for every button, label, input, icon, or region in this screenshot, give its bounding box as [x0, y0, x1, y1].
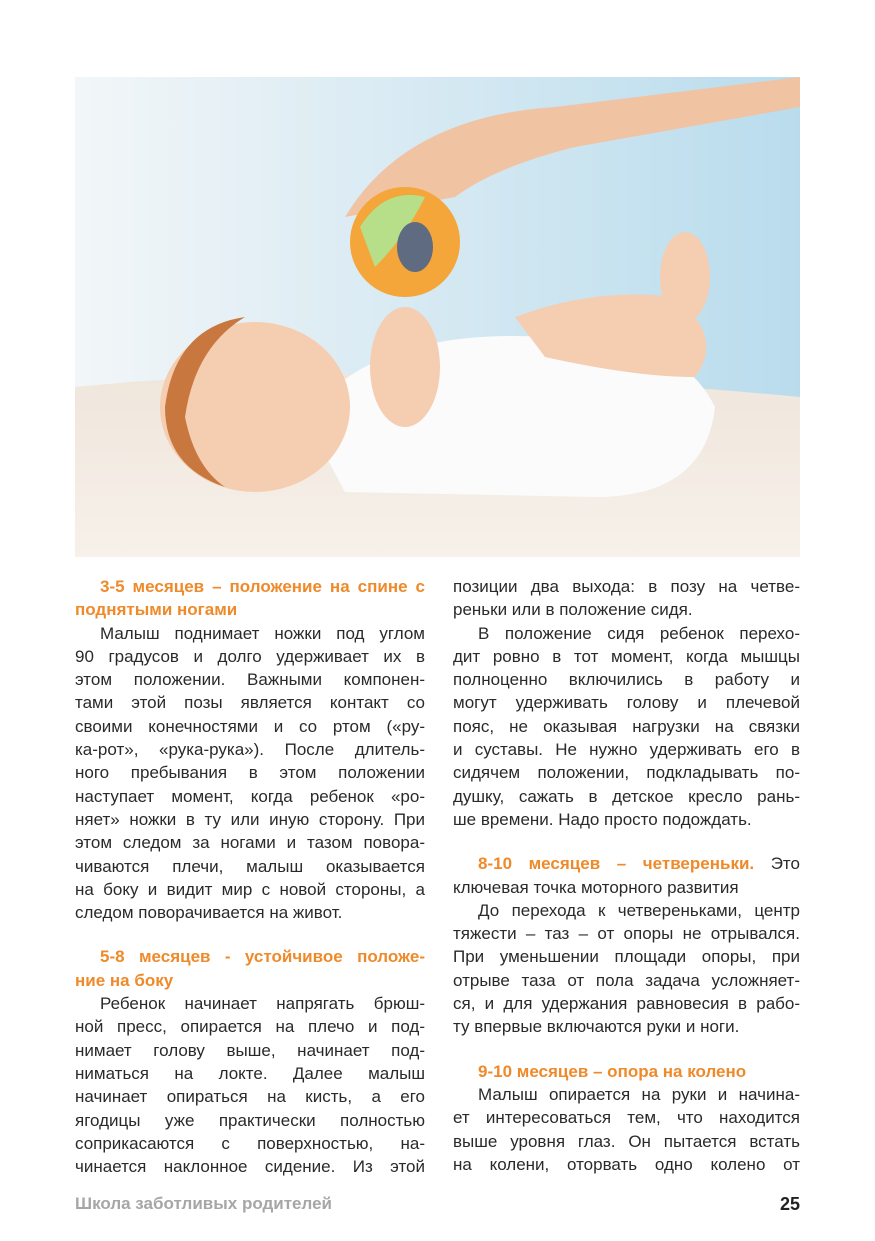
text-line: ка-рот», «рука-рука»). После длитель- — [75, 740, 425, 760]
text-line: ше времени. Надо просто подождать. — [453, 809, 752, 829]
text-line: душку, сажать в детское кресло рань- — [453, 786, 800, 806]
text-line: няет» ножки в ту или иную сторону. При — [75, 809, 425, 829]
text-line: выше уровня глаз. Он пытается встать — [453, 1131, 800, 1151]
text-line: позиции два выхода: в позу на четве- — [453, 577, 800, 596]
paragraph — [75, 622, 425, 925]
text-line: ту впервые включаются руки и ноги. — [453, 1017, 740, 1037]
paragraph-gap — [453, 831, 800, 852]
text-line: могут удерживать голову и плечевой — [453, 693, 800, 713]
text-line: полноценно включились в работу и — [453, 670, 800, 690]
text-line: этом положении. Важными компонен- — [75, 670, 425, 690]
text-line: чинается наклонное сидение. Из этой — [75, 1157, 425, 1177]
heading-line: поднятыми ногами — [75, 600, 238, 620]
text-line: Ребенок начинает напрягать брюш- — [100, 994, 425, 1014]
text-line: тяжести – таз – от опоры не отрывался. — [453, 924, 800, 944]
text-line: отрыве таза от пола задача усложняет- — [453, 970, 800, 990]
footer-title: Школа заботливых родителей — [75, 1194, 332, 1213]
text-line: на колени, оторвать одно колено от — [453, 1154, 800, 1174]
paragraph — [453, 1083, 800, 1176]
left-column — [75, 575, 425, 1178]
text-line: дит ровно в тот момент, когда мышцы — [453, 646, 800, 666]
text-line: ниматься на локте. Далее малыш — [75, 1063, 425, 1083]
paragraph — [453, 575, 800, 622]
text-line: ной пресс, опирается на плечо и под- — [75, 1017, 425, 1037]
paragraph — [453, 852, 800, 899]
text-line — [453, 852, 800, 875]
text-line: соприкасаются с поверхностью, на- — [75, 1133, 425, 1153]
paragraph — [453, 899, 800, 1039]
text-line: ся, и для удержания равновесия в рабо- — [453, 994, 800, 1014]
text-line: чиваются плечи, малыш оказывается — [75, 856, 425, 876]
text-line: на боку и видит мир с новой стороны, а — [75, 879, 425, 899]
heading-line: 5-8 месяцев - устойчивое положе- — [100, 947, 425, 967]
section-heading — [75, 575, 425, 622]
text-line: Малыш опирается на руки и начина- — [478, 1084, 800, 1104]
heading-line: ние на боку — [75, 970, 174, 990]
text-line: реньки или в положение сидя. — [453, 600, 693, 620]
text-line: сидячем положении, подкладывать по- — [453, 763, 800, 783]
text-line: и суставы. Не нужно удерживать его в — [453, 740, 800, 760]
text-line: ет интересоваться тем, что находится — [453, 1108, 800, 1128]
paragraph-gap — [453, 1039, 800, 1060]
text-line: До перехода к четвереньками, центр — [478, 900, 800, 920]
text-line: пояс, не оказывая нагрузки на связки — [453, 716, 800, 736]
text-line: следом поворачивается на живот. — [75, 903, 343, 923]
text-line: Малыш поднимает ножки под углом — [100, 623, 425, 643]
baby-photo — [75, 77, 800, 557]
inline-heading: 8-10 месяцев – четвереньки. — [478, 854, 755, 874]
paragraph-gap — [75, 924, 425, 945]
text-line: этом следом за ногами и тазом повора- — [75, 833, 425, 853]
text-line: ягодицы уже практически полностью — [75, 1110, 425, 1130]
right-column — [453, 575, 800, 1176]
text-line: начинает опираться на кисть, а его — [75, 1087, 425, 1107]
paragraph — [75, 992, 425, 1178]
text-line: тами этой позы является контакт со — [75, 693, 425, 713]
text-line: ключевая точка моторного развития — [453, 877, 739, 897]
section-heading — [75, 945, 425, 992]
text-line: При уменьшении площади опоры, при — [453, 947, 800, 967]
page-number: 25 — [779, 1194, 800, 1214]
text-line: нимает голову выше, начинает под- — [75, 1040, 425, 1060]
heading-line: 3-5 месяцев – положение на спине с — [100, 577, 425, 596]
section-heading — [453, 1060, 800, 1083]
text-line: наступает момент, когда ребенок «ро- — [75, 786, 425, 806]
text-line: В положение сидя ребенок перехо- — [478, 623, 800, 643]
heading-line: 9-10 месяцев – опора на колено — [478, 1061, 747, 1081]
paragraph — [453, 622, 800, 832]
text-line: ного пребывания в этом положении — [75, 763, 425, 783]
text-run: Это — [754, 854, 800, 874]
text-line: своими конечностями и со ртом («ру- — [75, 716, 425, 736]
text-line: 90 градусов и долго удерживает их в — [75, 646, 425, 666]
